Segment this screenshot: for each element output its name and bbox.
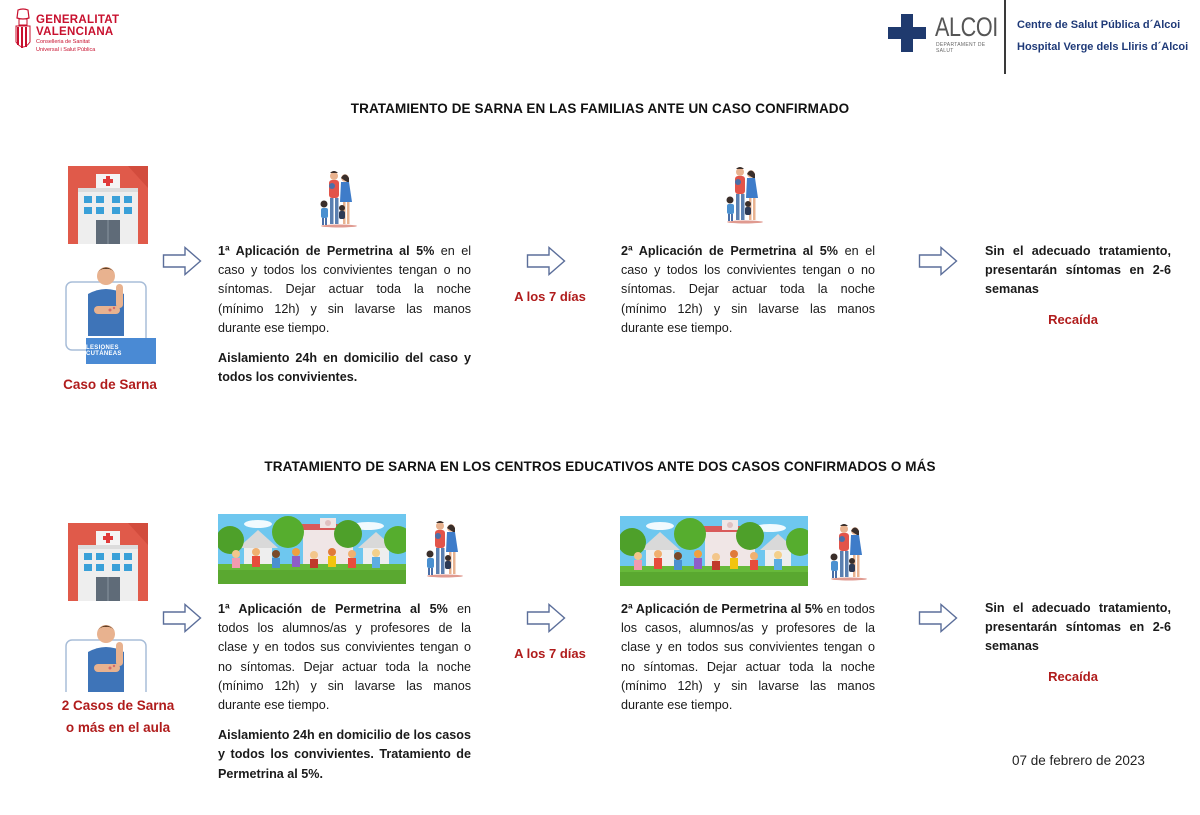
isolation-note: Aislamiento 24h en domicilio del caso y todos los convivientes. — [218, 351, 471, 385]
step1-block-schools — [218, 600, 471, 784]
step1-lead: 1ª Aplicación de Permetrina al 5% — [218, 244, 435, 258]
alcoi-wordmark: ALCOI — [935, 12, 998, 42]
arrow-right-icon — [918, 246, 958, 276]
step2-body: en el caso y todos los convivientes tengan o no síntomas. Dejar actuar toda la noche (mínimo 12h) y sin lavarse las manos durante ese tiempo. — [621, 244, 875, 335]
center-name-public-health: Centre de Salut Pública d´Alcoi — [1017, 19, 1181, 31]
isolation-note: Aislamiento 24h en domicilio de los casos y todos los convivientes. Tratamiento de Permetrina al 5%. — [218, 728, 471, 781]
outcome-text: Sin el adecuado tratamiento, presentarán síntomas en 2-6 semanas — [985, 244, 1171, 297]
header-divider — [1004, 0, 1006, 74]
family-icon — [422, 520, 468, 578]
outcome-text: Sin el adecuado tratamiento, presentarán síntomas en 2-6 semanas — [985, 601, 1171, 654]
section-title-schools: TRATAMIENTO DE SARNA EN LOS CENTROS EDUCATIVOS ANTE DOS CASOS CONFIRMADOS O MÁS — [264, 459, 936, 474]
step1-body: en todos los alumnos/as y profesores de la clase y en todos sus convivientes tengan o no síntomas. Dejar actuar toda la noche (mínimo 12h) y sin lavarse las manos durante ese tiempo. — [218, 602, 472, 713]
skin-lesions-card — [64, 262, 156, 364]
step2-text — [621, 600, 875, 715]
step1-block-families — [218, 242, 471, 387]
step2-text — [621, 242, 875, 338]
family-icon — [316, 170, 362, 228]
step2-block-families — [621, 242, 875, 338]
arrow-right-icon — [918, 603, 958, 633]
alcoi-health-department-logo — [888, 12, 998, 56]
school-children-illustration — [218, 514, 406, 584]
step1-text — [218, 600, 471, 715]
case-label-line: Caso de Sarna — [63, 377, 157, 392]
section-title-families: TRATAMIENTO DE SARNA EN LAS FAMILIAS ANTE UN CASO CONFIRMADO — [350, 101, 850, 116]
step2-body: en todos los casos, alumnos/as y profesores de la clase y en todos sus convivientes tengan o no síntomas. Dejar actuar toda la noche (mínimo 12h) y sin lavarse las manos durante ese tiempo. — [621, 602, 875, 713]
health-centers-names — [1017, 14, 1188, 58]
hospital-icon — [68, 523, 148, 601]
case-label-line: o más en el aula — [65, 720, 171, 735]
family-icon — [826, 523, 872, 581]
arrow-right-icon — [162, 603, 202, 633]
case-label-line: 2 Casos de Sarna — [61, 698, 175, 713]
step1-text — [218, 242, 471, 338]
gv-title-line2: VALENCIANA — [36, 26, 114, 38]
case-label-schools — [50, 695, 186, 739]
arrow-right-icon — [526, 246, 566, 276]
hospital-icon — [68, 166, 148, 244]
medical-cross-icon — [888, 14, 926, 52]
school-children-illustration — [620, 516, 808, 586]
document-date: 07 de febrero de 2023 — [1012, 753, 1145, 768]
alcoi-dept-label: DEPARTAMENT DE SALUT — [936, 42, 986, 54]
interval-label-schools: A los 7 días — [514, 646, 586, 661]
generalitat-valenciana-logo — [14, 8, 124, 58]
step1-body: en el caso y todos los convivientes tengan o no síntomas. Dejar actuar toda la noche (mínimo 12h) y sin lavarse las manos durante ese tiempo. — [218, 244, 471, 335]
relapse-label: Recaída — [1048, 312, 1098, 327]
valencian-coat-of-arms-icon — [14, 8, 32, 54]
person-scratching-icon — [64, 620, 156, 692]
arrow-right-icon — [526, 603, 566, 633]
outcome-block-families — [985, 242, 1171, 300]
gv-sub-line1: Conselleria de Sanitat — [36, 39, 90, 45]
lesions-badge: LESIONES CUTÁNEAS — [86, 338, 156, 364]
relapse-label: Recaída — [1048, 669, 1098, 684]
step2-lead: 2ª Aplicación de Permetrina al 5% — [621, 244, 839, 258]
family-icon — [722, 166, 768, 224]
step1-lead: 1ª Aplicación de Permetrina al 5% — [218, 602, 448, 616]
outcome-block-schools — [985, 599, 1171, 657]
step2-lead: 2ª Aplicación de Permetrina al 5% — [621, 602, 823, 616]
step2-block-schools — [621, 600, 875, 715]
interval-label-families: A los 7 días — [514, 289, 586, 304]
arrow-right-icon — [162, 246, 202, 276]
case-label-families — [50, 374, 170, 396]
center-name-hospital: Hospital Verge dels Lliris d´Alcoi — [1017, 41, 1189, 53]
person-card-schools — [64, 620, 156, 692]
gv-sub-line2: Universal i Salut Pública — [36, 47, 96, 53]
gv-title-line1: GENERALITAT — [36, 14, 120, 26]
